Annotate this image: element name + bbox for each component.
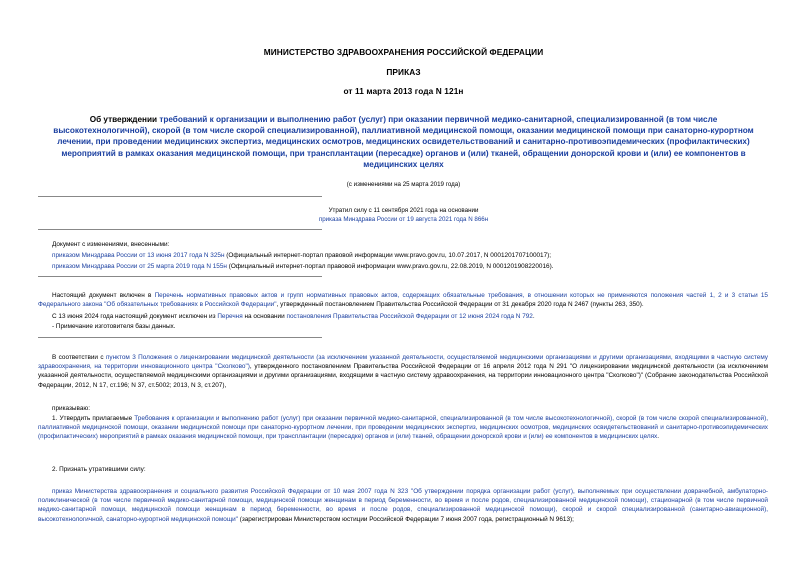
ministry-heading: МИНИСТЕРСТВО ЗДРАВООХРАНЕНИЯ РОССИЙСКОЙ ФЕДЕРАЦИИ bbox=[263, 47, 544, 57]
order-word: приказываю: bbox=[52, 405, 90, 412]
change-order-155n-link[interactable]: приказом Минздрава России от 25 марта 2019 года N 155н bbox=[52, 263, 227, 270]
exemption-list-link[interactable]: Перечень нормативных правовых актов и групп нормативных правовых актов, содержащих обязательные требования, в отношении которых не применяются положения частей 1, 2 и 3 статьи 15 Федерального закона "Об обязательных требованиях в Российской Федерации" bbox=[38, 292, 768, 309]
requirements-link[interactable]: Требования к организации и выполнению работ (услуг) при оказании первичной медико-санитарной, специализированной (в том числе высокотехнологичной), скорой (в том числе скорой специализированной), паллиативной медицинской помощи, оказании медицинской помощи при санаторно-курортном лечении, при проведении медицинских экспертиз, медицинских осмотров, медицинских освидетельствований и санитарно-противоэпидемических (профилактических) мероприятий в рамках оказания медицинской помощи, при трансплантации (пересадке) органов и (или) тканей, обращении донорской крови и (или) ее компонентов в медицинских целях bbox=[38, 415, 768, 441]
divider bbox=[38, 337, 322, 338]
notice-text: . bbox=[532, 313, 535, 320]
body-text: , утвержденного постановлением Правительства Российской Федерации от 16 апреля 2012 года N 291 "О лицензировании медицинской деятельности (за исключением указанной деятельности, осуществляемой медицинскими организациями и другими организациями, входящими в частную систему здравоохранения, на территории инновационного центра "Сколково")" (Собрание законодательства Российской Федерации, 2012, N 17, ст.196; N 37, ст.5002; 2013, N 3, ст.207), bbox=[38, 363, 768, 389]
body-paragraph-1 bbox=[38, 353, 768, 390]
body-text: 1. Утвердить прилагаемые bbox=[52, 415, 135, 422]
resolution-792-link[interactable]: постановления Правительства Российской Федерации от 12 июня 2024 года N 792 bbox=[286, 313, 533, 320]
change-item-1-details: (Официальный интернет-портал правовой информации www.pravo.gov.ru, 10.07.2017, N 0001201707100017); bbox=[224, 252, 552, 259]
divider bbox=[38, 276, 322, 277]
notice-text: С 13 июня 2024 года настоящий документ исключен из bbox=[52, 313, 218, 320]
repeal-order-link[interactable]: приказа Минздрава России от 19 августа 2021 года N 866н bbox=[318, 216, 489, 223]
repeal-line: Утратил силу с 11 сентября 2021 года на основании bbox=[328, 207, 479, 214]
change-order-325n-link[interactable]: приказом Минздрава России от 13 июня 2017 года N 325н bbox=[52, 252, 225, 259]
notice-paragraph-2 bbox=[52, 312, 782, 321]
divider bbox=[38, 196, 322, 197]
publisher-note: - Примечание изготовителя базы данных. bbox=[52, 323, 176, 330]
notice-text: на основании bbox=[242, 313, 287, 320]
change-item-2-details: (Официальный интернет-портал правовой информации www.pravo.gov.ru, 22.08.2019, N 0001201908220016). bbox=[226, 263, 554, 270]
divider bbox=[38, 229, 322, 230]
repeal-link-line bbox=[40, 215, 767, 224]
title-prefix: Об утверждении bbox=[89, 115, 160, 124]
body-text: В соответствии с bbox=[52, 354, 106, 361]
notice-text: Настоящий документ включен в bbox=[52, 292, 155, 299]
licensing-regulation-link[interactable]: пунктом 3 Положения о лицензировании медицинской деятельности (за исключением указанной деятельности, осуществляемой медицинскими организациями и другими организациями, входящими в частную систему здравоохранения, на территории инновационного центра "Сколково") bbox=[38, 354, 768, 371]
body-text: . bbox=[657, 433, 660, 441]
title-link[interactable]: требований к организации и выполнению работ (услуг) при оказании первичной медико-санитарной, специализированной (в том числе высокотехнологичной), скорой (в том числе скорой специализированной), паллиативной медицинской помощи, оказании медицинской помощи при санаторно-курортном лечении, при проведении медицинских экспертиз, медицинских осмотров, медицинских освидетельствований и санитарно-противоэпидемических (профилактических) мероприятий в рамках оказания медицинской помощи, при трансплантации (пересадке) органов и (или) тканей, обращении донорской крови и (или) ее компонентов в медицинских целях bbox=[53, 115, 754, 169]
changes-item-1 bbox=[52, 251, 782, 260]
notice-text: , утвержденный постановлением Правительства Российской Федерации от 31 декабря 2020 года N 2467 (пункты 263, 350). bbox=[276, 301, 644, 309]
notice-paragraph-1 bbox=[38, 291, 768, 309]
body-text: (зарегистрирован Министерством юстиции Российской Федерации 7 июня 2007 года, регистрационный N 9613); bbox=[237, 515, 574, 523]
changes-item-2 bbox=[52, 262, 782, 271]
body-paragraph-approve bbox=[38, 414, 768, 442]
body-paragraph-repealed-order bbox=[38, 487, 768, 524]
document-title bbox=[52, 114, 755, 170]
order-323-link[interactable]: приказ Министерства здравоохранения и социального развития Российской Федерации от 10 мая 2007 года N 323 "Об утверждении порядка организации работ (услуг), выполняемых при осуществлении доврачебной, амбулаторно-поликлинической (в том числе первичной медико-санитарной помощи, медицинской помощи женщинам в период беременности, во время и после родов, специализированной медицинской помощи), стационарной (в том числе первичной медико-санитарной помощи, медицинской помощи женщинам в период беременности, во время и после родов, специализированной медицинской помощи), скорой и скорой специализированной (санитарно-авиационной), высокотехнологичной, санаторно-курортной медицинской помощи" bbox=[38, 488, 768, 523]
doc-type-heading: ПРИКАЗ bbox=[386, 67, 421, 77]
body-paragraph-repeal: 2. Признать утратившими силу: bbox=[52, 466, 146, 473]
date-number-heading: от 11 марта 2013 года N 121н bbox=[343, 86, 464, 96]
list-link[interactable]: Перечня bbox=[217, 313, 243, 320]
amended-note: (с изменениями на 25 марта 2019 года) bbox=[346, 181, 461, 188]
changes-heading: Документ с изменениями, внесенными: bbox=[52, 241, 170, 248]
